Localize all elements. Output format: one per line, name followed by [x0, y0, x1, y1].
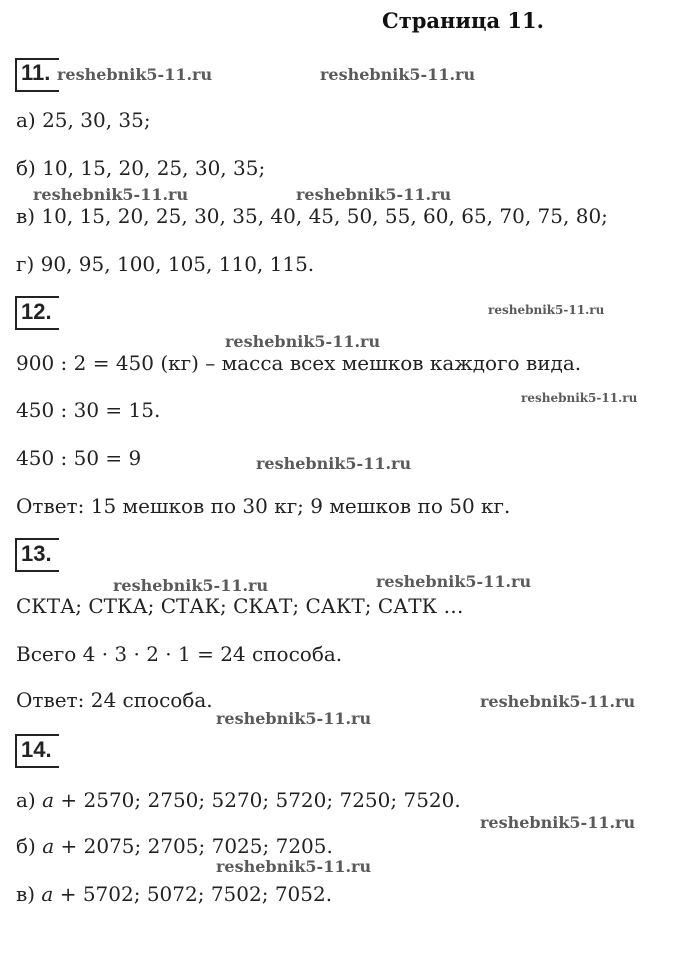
- watermark: reshebnik5-11.ru: [216, 857, 372, 876]
- task-12-line-3: 450 : 50 = 9: [16, 446, 142, 470]
- watermark: reshebnik5-11.ru: [320, 65, 476, 84]
- task-14-line-v-var: a: [41, 882, 54, 906]
- watermark: reshebnik5-11.ru: [57, 65, 213, 84]
- watermark: reshebnik5-11.ru: [225, 332, 381, 351]
- task-11-number: 11.: [21, 60, 51, 85]
- watermark: reshebnik5-11.ru: [216, 709, 372, 728]
- task-14-line-a: [16, 788, 461, 812]
- task-14-line-v-rest: + 5702; 5072; 7502; 7052.: [53, 882, 333, 906]
- task-14-line-a-prefix: а): [16, 788, 43, 812]
- task-14-line-a-var: a: [42, 788, 55, 812]
- watermark: reshebnik5-11.ru: [296, 185, 452, 204]
- task-11-line-v: в) 10, 15, 20, 25, 30, 35, 40, 45, 50, 55, 60, 65, 70, 75, 80;: [16, 204, 608, 228]
- watermark: reshebnik5-11.ru: [480, 692, 636, 711]
- task-14-line-v-prefix: в): [16, 882, 42, 906]
- task-14-line-a-rest: + 2570; 2750; 5270; 5720; 7250; 7520.: [54, 788, 461, 812]
- watermark: reshebnik5-11.ru: [33, 185, 189, 204]
- task-14-line-b: [16, 834, 333, 858]
- task-12-line-1: 900 : 2 = 450 (кг) – масса всех мешков каждого вида.: [16, 351, 582, 375]
- task-12-line-2: 450 : 30 = 15.: [16, 398, 161, 422]
- page-title: Страница 11.: [382, 8, 544, 33]
- task-13-answer: Ответ: 24 способа.: [16, 688, 213, 712]
- watermark: reshebnik5-11.ru: [521, 391, 638, 405]
- task-11-line-a: а) 25, 30, 35;: [16, 108, 151, 132]
- watermark: reshebnik5-11.ru: [113, 576, 269, 595]
- task-11-line-b: б) 10, 15, 20, 25, 30, 35;: [16, 156, 266, 180]
- watermark: reshebnik5-11.ru: [376, 572, 532, 591]
- task-14-line-v: [16, 882, 332, 906]
- task-11-line-g: г) 90, 95, 100, 105, 110, 115.: [16, 252, 315, 276]
- task-13-line-2: Всего 4 · 3 · 2 · 1 = 24 способа.: [16, 642, 343, 666]
- task-14-number: 14.: [21, 737, 52, 762]
- task-14-line-b-rest: + 2075; 2705; 7025; 7205.: [54, 834, 333, 858]
- task-14-line-b-var: a: [42, 834, 55, 858]
- task-13-number: 13.: [21, 541, 52, 566]
- task-14-line-b-prefix: б): [16, 834, 43, 858]
- watermark: reshebnik5-11.ru: [480, 813, 636, 832]
- watermark: reshebnik5-11.ru: [488, 303, 605, 317]
- task-12-answer: Ответ: 15 мешков по 30 кг; 9 мешков по 50 кг.: [16, 494, 511, 518]
- watermark: reshebnik5-11.ru: [256, 454, 412, 473]
- task-12-number: 12.: [21, 299, 52, 324]
- task-13-line-1: СКТА; СТКА; СТАК; СКАТ; САКТ; САТК …: [16, 594, 464, 618]
